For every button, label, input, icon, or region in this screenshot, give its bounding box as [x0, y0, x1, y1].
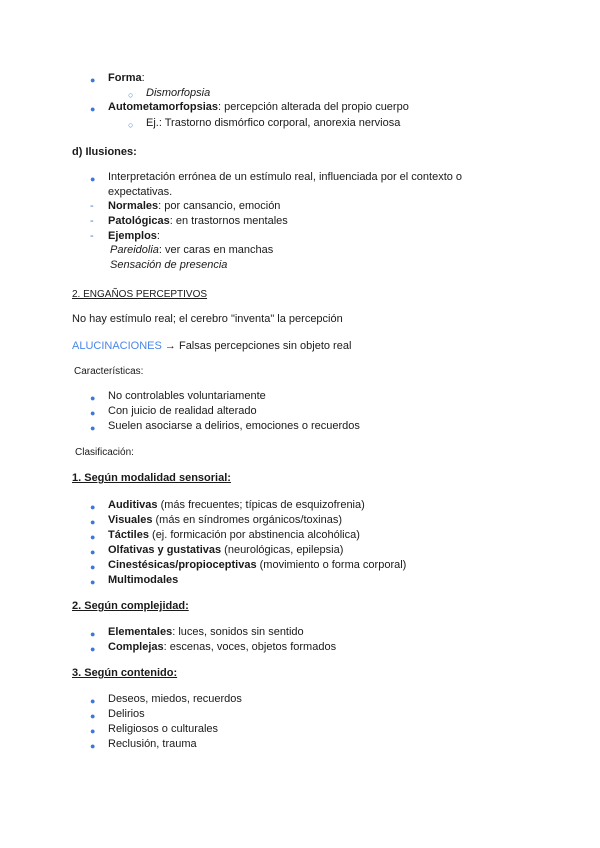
term-text: : escenas, voces, objetos formados	[163, 641, 337, 653]
term-text: : por cansancio, emoción	[158, 200, 281, 212]
list-item: Religiosos o culturales	[108, 723, 219, 735]
section-heading: 2. ENGAÑOS PERCEPTIVOS	[72, 289, 208, 300]
subheading: Características:	[74, 366, 144, 377]
example-term: Sensación de presencia	[110, 259, 228, 271]
list-item-continuation: expectativas.	[108, 186, 173, 198]
sub-item	[146, 116, 400, 131]
term-text: (ej. formicación por abstinencia alcohólica)	[148, 529, 360, 541]
heading-text: 1. Según modalidad sensorial:	[72, 472, 231, 484]
list-item	[108, 199, 280, 214]
list-item	[108, 543, 343, 558]
bullet-icon: ●	[90, 644, 96, 654]
bullet-icon: ●	[90, 423, 96, 433]
term-text: (más en síndromes orgánicos/toxinas)	[152, 514, 342, 526]
bullet-icon: ●	[90, 104, 96, 114]
term-label: Forma	[108, 72, 142, 84]
term-label: Ejemplos	[108, 230, 157, 242]
list-item	[108, 573, 178, 588]
term-label: Táctiles	[108, 529, 149, 541]
example-term: Pareidolia	[110, 244, 159, 256]
bullet-icon: ●	[90, 577, 96, 587]
bullet-icon: ●	[90, 408, 96, 418]
term-label: Cinestésicas/propioceptivas	[108, 559, 257, 571]
term-text: : luces, sonidos sin sentido	[172, 626, 304, 638]
term-text: (movimiento o forma corporal)	[256, 559, 407, 571]
term-label: Olfativas y gustativas	[108, 544, 222, 556]
definition-text: → Falsas percepciones sin objeto real	[161, 340, 352, 352]
bullet-icon: ●	[90, 711, 96, 721]
bullet-icon: ●	[90, 532, 96, 542]
list-item	[108, 558, 406, 573]
bullet-icon: ●	[90, 741, 96, 751]
list-item: Reclusión, trauma	[108, 738, 197, 750]
hollow-bullet-icon: ○	[128, 120, 134, 130]
term-label: Patológicas	[108, 215, 170, 227]
list-item	[108, 625, 304, 640]
dash-icon: -	[90, 215, 94, 227]
bullet-icon: ●	[90, 562, 96, 572]
list-item	[108, 513, 342, 528]
paragraph: No hay estímulo real; el cerebro "inventa" la percepción	[72, 313, 343, 325]
definition-line	[72, 339, 351, 354]
term-label: Auditivas	[108, 499, 158, 511]
bullet-icon: ●	[90, 696, 96, 706]
dash-icon: -	[90, 200, 94, 212]
bullet-icon: ●	[90, 502, 96, 512]
heading-text: 2. Según complejidad:	[72, 600, 189, 612]
list-item: Con juicio de realidad alterado	[108, 405, 257, 417]
list-item: Deseos, miedos, recuerdos	[108, 693, 242, 705]
heading-text: d) Ilusiones:	[72, 146, 137, 158]
term-label: Complejas	[108, 641, 164, 653]
list-item	[108, 498, 365, 513]
term-label: Visuales	[108, 514, 153, 526]
term-text: :	[156, 230, 160, 242]
sub-item	[146, 86, 210, 101]
example-text: : ver caras en manchas	[158, 244, 274, 256]
section-heading	[72, 145, 137, 160]
term-text: : en trastornos mentales	[169, 215, 288, 227]
term-text: (neurológicas, epilepsia)	[221, 544, 344, 556]
list-item	[108, 71, 145, 86]
example-line	[110, 258, 227, 273]
dash-icon: -	[90, 230, 94, 242]
example-line	[110, 243, 273, 258]
list-item: Delirios	[108, 708, 145, 720]
term-text: : percepción alterada del propio cuerpo	[218, 101, 409, 113]
bullet-icon: ●	[90, 75, 96, 85]
section-heading	[72, 599, 189, 614]
list-item	[108, 214, 288, 229]
term-text: (más frecuentes; típicas de esquizofrenia)	[157, 499, 365, 511]
section-heading	[72, 666, 177, 681]
term-text: :	[141, 72, 145, 84]
sub-item-text: Dismorfopsia	[146, 87, 211, 99]
term-label: Normales	[108, 200, 159, 212]
list-item	[108, 229, 160, 244]
bullet-icon: ●	[90, 629, 96, 639]
highlight-term: ALUCINACIONES	[72, 340, 162, 352]
list-item	[108, 528, 360, 543]
hollow-bullet-icon: ○	[128, 90, 134, 100]
subheading: Clasificación:	[75, 447, 134, 458]
list-item	[108, 100, 409, 115]
bullet-icon: ●	[90, 726, 96, 736]
bullet-icon: ●	[90, 517, 96, 527]
list-item	[108, 640, 336, 655]
list-item: Interpretación errónea de un estímulo real, influenciada por el contexto o	[108, 171, 463, 183]
sub-item-text: Ej.: Trastorno dismórfico corporal, anorexia nerviosa	[146, 117, 401, 129]
bullet-icon: ●	[90, 174, 96, 184]
bullet-icon: ●	[90, 547, 96, 557]
bullet-icon: ●	[90, 393, 96, 403]
list-item: Suelen asociarse a delirios, emociones o recuerdos	[108, 420, 360, 432]
heading-text: 3. Según contenido:	[72, 667, 178, 679]
section-heading	[72, 471, 231, 486]
term-label: Multimodales	[108, 574, 179, 586]
term-label: Autometamorfopsias	[108, 101, 219, 113]
list-item: No controlables voluntariamente	[108, 390, 266, 402]
term-label: Elementales	[108, 626, 173, 638]
